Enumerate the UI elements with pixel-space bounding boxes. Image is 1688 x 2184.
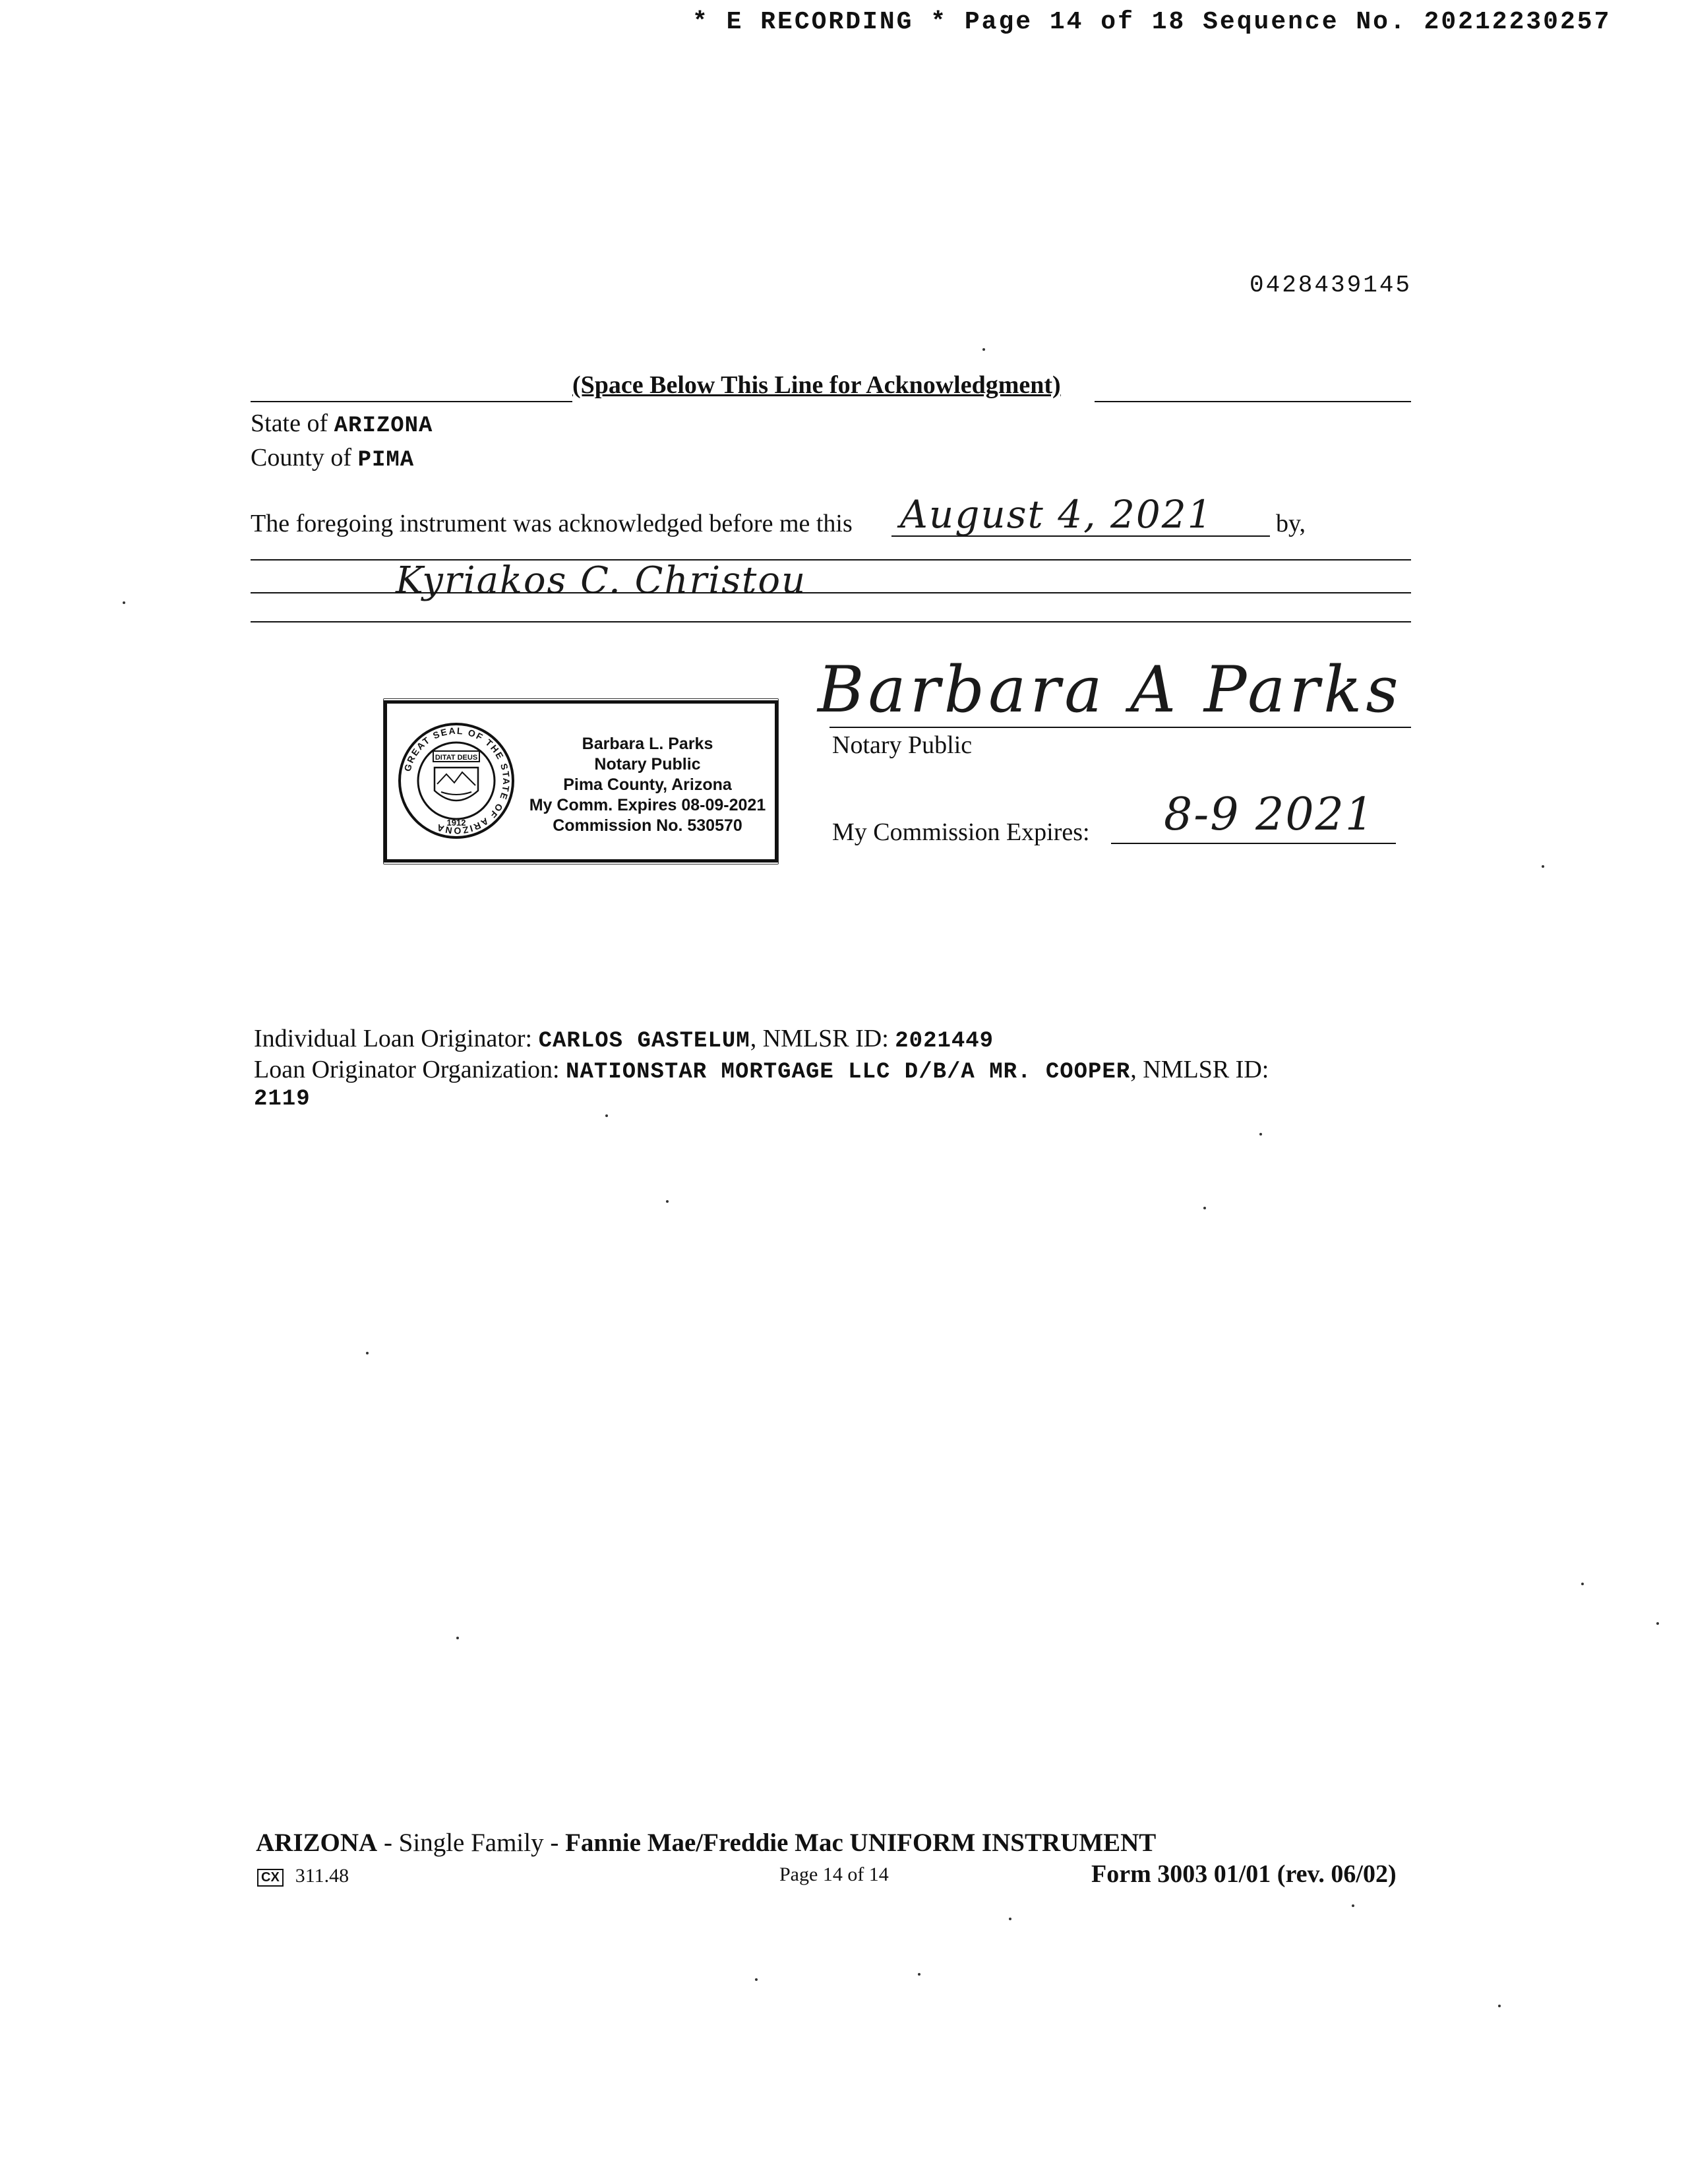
footer-state: ARIZONA [256, 1829, 378, 1857]
scan-speck [755, 1978, 758, 1981]
by-text: by, [1276, 510, 1306, 537]
organization-originator-name: NATIONSTAR MORTGAGE LLC D/B/A MR. COOPER [566, 1060, 1131, 1085]
ack-rule-left [251, 401, 572, 402]
notary-seal-stamp [384, 700, 778, 863]
county-line [251, 443, 414, 473]
organization-nmlsr-id: 2119 [254, 1087, 311, 1112]
foregoing-text: The foregoing instrument was acknowledged before me this [251, 510, 853, 537]
scan-speck [1352, 1904, 1354, 1907]
individual-originator-label: Individual Loan Originator: [254, 1025, 533, 1052]
organization-nmlsr-label: , NMLSR ID: [1130, 1056, 1269, 1083]
footer-family-text: - Single Family - [377, 1829, 566, 1857]
scan-speck [918, 1973, 920, 1976]
organization-originator-label: Loan Originator Organization: [254, 1056, 560, 1083]
state-label: State of [251, 410, 328, 437]
stamp-commission: Commission No. 530570 [553, 816, 742, 835]
county-label: County of [251, 444, 352, 471]
stamp-notary-name: Barbara L. Parks [582, 735, 713, 753]
seal-ring-text: GREAT SEAL OF THE STATE OF ARIZONA [402, 725, 512, 837]
commission-expires-line [1111, 843, 1396, 844]
commission-expires-label: My Commission Expires: [832, 818, 1090, 846]
scan-speck [982, 348, 985, 351]
individual-originator-name: CARLOS GASTELUM [538, 1029, 750, 1054]
form-code-icon: CX [257, 1869, 284, 1887]
signer-name-handwritten: Kyriakos C. Christou [396, 559, 807, 602]
scan-speck [1581, 1583, 1584, 1585]
form-code: 311.48 [295, 1865, 349, 1887]
scan-speck [366, 1352, 369, 1354]
scan-speck [1498, 2005, 1501, 2007]
seal-year: 1912 [446, 818, 466, 828]
scan-speck [1203, 1207, 1206, 1209]
notary-public-label: Notary Public [832, 731, 973, 759]
stamp-county: Pima County, Arizona [563, 775, 732, 794]
footer-instrument: Fannie Mae/Freddie Mac UNIFORM INSTRUMENT [565, 1829, 1157, 1857]
state-line [251, 409, 433, 439]
footer-page-number: Page 14 of 14 [779, 1864, 889, 1885]
scan-speck [605, 1114, 608, 1117]
loan-number: 0428439145 [1250, 272, 1412, 299]
acknowledgment-heading: (Space Below This Line for Acknowledgment) [572, 371, 1061, 399]
organization-originator-line [254, 1055, 1269, 1085]
stamp-text [519, 734, 776, 836]
acknowledged-date-handwritten: August 4, 2021 [900, 492, 1213, 537]
scan-speck [666, 1200, 669, 1203]
county-value: PIMA [357, 448, 415, 473]
footer-title [256, 1828, 1156, 1858]
seal-motto: DITAT DEUS [435, 754, 478, 762]
footer-form-code [257, 1865, 349, 1887]
scan-speck [1656, 1622, 1659, 1625]
stamp-expires: My Comm. Expires 08-09-2021 [529, 796, 766, 814]
scan-speck [1542, 865, 1544, 868]
footer-form-number: Form 3003 01/01 (rev. 06/02) [1091, 1860, 1397, 1888]
notary-signature-line [829, 727, 1411, 728]
stamp-notary-title: Notary Public [594, 755, 701, 774]
state-seal-icon [394, 718, 519, 843]
state-value: ARIZONA [334, 413, 433, 439]
individual-originator-line [254, 1024, 994, 1054]
commission-expires-handwritten: 8-9 2021 [1164, 789, 1375, 841]
name-line-3 [251, 621, 1411, 622]
scan-speck [456, 1637, 459, 1639]
ack-rule-right [1095, 401, 1411, 402]
name-line-2 [251, 592, 1411, 593]
individual-nmlsr-id: 2021449 [895, 1029, 994, 1054]
scan-speck [123, 601, 125, 604]
recording-header: * E RECORDING * Page 14 of 18 Sequence No. 20212230257 [692, 8, 1612, 36]
individual-nmlsr-label: , NMLSR ID: [750, 1025, 889, 1052]
scan-speck [1259, 1133, 1262, 1136]
notary-signature-handwritten: Barbara A Parks [818, 653, 1402, 727]
scan-speck [1009, 1918, 1011, 1920]
